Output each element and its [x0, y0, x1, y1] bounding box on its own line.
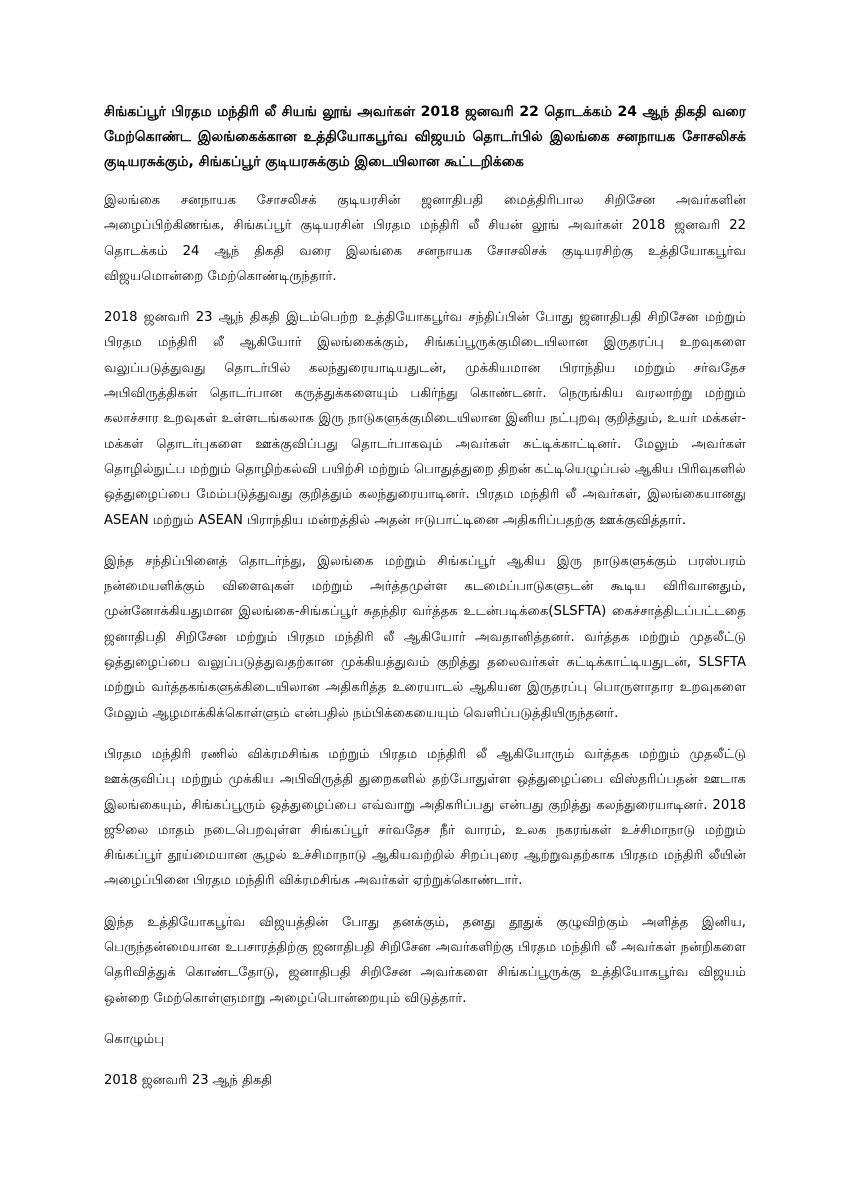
- paragraph-thanks: இந்த உத்தியோகபூர்வ விஜயத்தின் போது தனக்கும், தனது தூதுக் குழுவிற்கும் அளித்த இனிய, பெருந்தன்மையான உபசாரத்திற்கு ஜனாதிபதி சிறிசேன அவர்களிற்கு பிரதம மந்திரி லீ அவர்கள் நன்றிகளை தெரிவித்துக் கொண்டதோடு, ஜனாதிபதி சிறிசேன அவர்களை சிங்கப்பூருக்கு உத்தியோகபூர்வ விஜயம் ஒன்றை மேற்கொள்ளுமாறு அழைப்பொன்றையும் விடுத்தார்.: [104, 914, 746, 1006]
- paragraph-intro: இலங்கை சனநாயக சோசலிசக் குடியரசின் ஜனாதிபதி மைத்திரிபால சிறிசேன அவர்களின் அழைப்பிற்கிணங்க, சிங்கப்பூர் குடியரசின் பிரதம மந்திரி லீ சியன் லூங் அவர்கள் 2018 ஜனவரி 22 தொடக்கம் 24 ஆந் திகதி வரை இலங்கை சனநாயக சோசலிசக் குடியரசிற்கு உத்தியோகபூர்வ விஜயமொன்றை மேற்கொண்டிருந்தார்.: [104, 193, 746, 284]
- paragraph-fta: இந்த சந்திப்பினைத் தொடர்ந்து, இலங்கை மற்றும் சிங்கப்பூர் ஆகிய இரு நாடுகளுக்கும் பரஸ்பரம் நன்மையளிக்கும் விளைவுகள் மற்றும் அர்த்தமுள்ள கடமைப்பாடுகளுடன் கூடிய விரிவானதும், முன்னோக்கியதுமான இலங்கை-சிங்கப்பூர் சுதந்திர வர்த்தக உடன்படிக்கை(SLSFTA) கைச்சாத்திடப்பட்டதை ஜனாதிபதி சிறிசேன மற்றும் பிரதம மந்திரி லீ ஆகியோர் அவதானித்தனர். வர்த்தக மற்றும் முதலீட்டு ஒத்துழைப்பை வலுப்படுத்துவதற்கான முக்கியத்துவம் குறித்து தலைவர்கள் சுட்டிக்காட்டியதுடன், SLSFTA மற்றும் வர்த்தகங்களுக்கிடையிலான அதிகரித்த உரையாடல் ஆகியன இருதரப்பு பொருளாதார உறவுகளை மேலும் ஆழமாக்கிக்கொள்ளும் என்பதில் நம்பிக்கையையும் வெளிப்படுத்தியிருந்தனர்.: [104, 553, 746, 721]
- paragraph-meeting: 2018 ஜனவரி 23 ஆந் திகதி இடம்பெற்ற உத்தியோகபூர்வ சந்திப்பின் போது ஜனாதிபதி சிறிசேன மற்றும் பிரதம மந்திரி லீ ஆகியோர் இலங்கைக்கும், சிங்கப்பூருக்குமிடையிலான இருதரப்பு உறவுகளை வலுப்படுத்துவது தொடர்பில் கலந்துரையாடியதுடன், முக்கியமான பிராந்திய மற்றும் சர்வதேச அபிவிருத்திகள் தொடர்பான கருத்துக்களையும் பகிர்ந்து கொண்டனர். நெருங்கிய வரலாற்று மற்றும் கலாச்சார உறவுகள் உள்ளடங்கலாக இரு நாடுகளுக்குமிடையிலான இனிய நட்புறவு குறித்தும், உயர் மக்கள்-மக்கள் தொடர்புகளை ஊக்குவிப்பது தொடர்பாகவும் அவர்கள் சுட்டிக்காட்டினர். மேலும் அவர்கள் தொழில்நுட்ப மற்றும் தொழிற்கல்வி பயிற்சி மற்றும் பொதுத்துறை திறன் கட்டியெழுப்பல் ஆகிய பிரிவுகளில் ஒத்துழைப்பை மேம்படுத்துவது குறித்தும் கலந்துரையாடினர். பிரதம மந்திரி லீ அவர்கள், இலங்கையானது ASEAN மற்றும் ASEAN பிராந்திய மன்றத்தில் அதன் ஈடுபாட்டினை அதிகரிப்பதற்கு ஊக்குவித்தார்.: [104, 310, 746, 528]
- document-title: சிங்கப்பூர் பிரதம மந்திரி லீ சியங் லூங் அவர்கள் 2018 ஜனவரி 22 தொடக்கம் 24 ஆந் திகதி வரை மேற்கொண்ட இலங்கைக்கான உத்தியோகபூர்வ விஜயம் தொடர்பில் இலங்கை சனநாயக சோசலிசக் குடியரசுக்கும், சிங்கப்பூர் குடியரசுக்கும் இடையிலான கூட்டறிக்கை: [104, 104, 746, 170]
- paragraph-cooperation: பிரதம மந்திரி ரணில் விக்ரமசிங்க மற்றும் பிரதம மந்திரி லீ ஆகியோரும் வர்த்தக மற்றும் முதலீட்டு ஊக்குவிப்பு மற்றும் முக்கிய அபிவிருத்தி துறைகளில் தற்போதுள்ள ஒத்துழைப்பை விஸ்தரிப்பதன் ஊடாக இலங்கையும், சிங்கப்பூரும் ஒத்துழைப்பை எவ்வாறு அதிகரிப்பது என்பது குறித்து கலந்துரையாடினர். 2018 ஜூலை மாதம் நடைபெறவுள்ள சிங்கப்பூர் சர்வதேச நீர் வாரம், உலக நகரங்கள் உச்சிமாநாடு மற்றும் சிங்கப்பூர் தூய்மையான சூழல் உச்சிமாநாடு ஆகியவற்றில் சிறப்புரை ஆற்றுவதற்காக பிரதம மந்திரி லீயின் அழைப்பினை பிரதம மந்திரி விக்ரமசிங்க அவர்கள் ஏற்றுக்கொண்டார்.: [104, 746, 746, 889]
- document-place: கொழும்பு: [104, 1031, 165, 1047]
- document-date: 2018 ஜனவரி 23 ஆந் திகதி: [104, 1072, 273, 1088]
- document-page: [104, 100, 746, 1093]
